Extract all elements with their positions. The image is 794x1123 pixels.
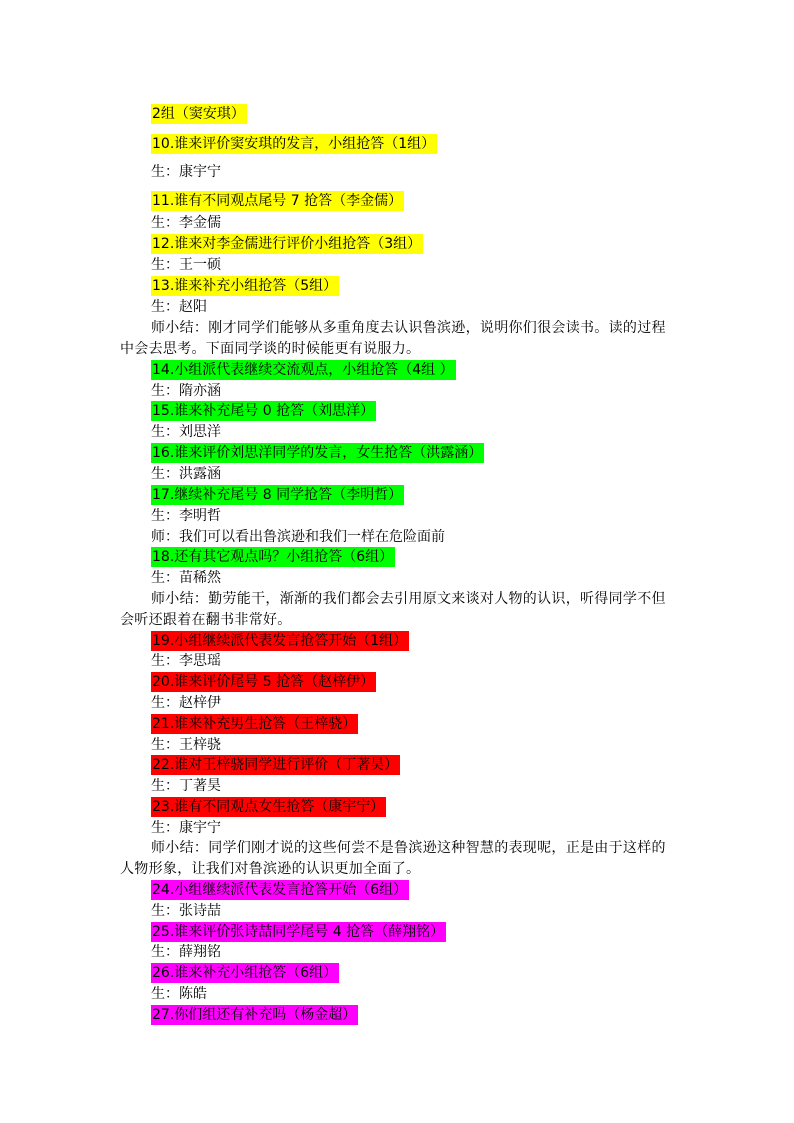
question-line: [151, 963, 339, 983]
question-line: [151, 485, 404, 505]
student-line: 生：丁著昊: [151, 778, 221, 794]
highlighted-text: 18.还有其它观点吗？小组抢答（6组）: [152, 549, 394, 565]
highlighted-text: 20.谁来评价尾号 5 抢答（赵梓伊）: [152, 674, 375, 690]
student-line: 生：李明哲: [151, 508, 221, 524]
question-line: [151, 443, 484, 463]
teacher-summary: 师小结：勤劳能干，渐渐的我们都会去引用原文来谈对人物的认识，听得同学不但会听还跟着在翻书非常好。: [120, 591, 666, 628]
student-line: 生：康宇宁: [151, 164, 221, 180]
question-line: [151, 191, 404, 211]
question-line: [151, 922, 446, 942]
highlighted-text: 27.你们组还有补充吗（杨金超）: [152, 1007, 357, 1023]
question-line: [151, 360, 456, 380]
highlighted-text: 11.谁有不同观点尾号 7 抢答（李金儒）: [152, 193, 403, 209]
question-line: [151, 401, 376, 421]
highlighted-text: 22.谁对王梓骁同学进行评价（丁著昊）: [152, 757, 399, 773]
student-line: 生：李思瑶: [151, 653, 221, 669]
student-line: 生：康宇宁: [151, 820, 221, 836]
highlighted-text: 12.谁来对李金儒进行评价小组抢答（3组）: [152, 236, 422, 252]
highlighted-text: 19.小组继续派代表发言抢答开始（1组）: [152, 633, 408, 649]
question-line: [151, 276, 339, 296]
question-line: [151, 755, 400, 775]
student-line: 生：隋亦涵: [151, 383, 221, 399]
question-line: [151, 880, 409, 900]
highlighted-text: 25.谁来评价张诗喆同学尾号 4 抢答（薛翔铭）: [152, 924, 445, 940]
question-line: [151, 104, 247, 124]
question-line: [151, 631, 409, 651]
student-line: 生：王一硕: [151, 257, 221, 273]
highlighted-text: 17.继续补充尾号 8 同学抢答（李明哲）: [152, 487, 403, 503]
question-line: [151, 234, 423, 254]
student-line: 生：李金儒: [151, 215, 221, 231]
teacher-summary: 师小结：刚才同学们能够从多重角度去认识鲁滨逊，说明你们很会读书。读的过程中会去思考。下面同学谈的时候能更有说服力。: [120, 320, 666, 357]
highlighted-text: 21.谁来补充男生抢答（王梓骁）: [152, 716, 357, 732]
highlighted-text: 16.谁来评价刘思洋同学的发言，女生抢答（洪露涵）: [152, 445, 483, 461]
highlighted-text: 15.谁来补充尾号 0 抢答（刘思洋）: [152, 403, 375, 419]
question-line: [151, 1005, 358, 1025]
highlighted-text: 24.小组继续派代表发言抢答开始（6组）: [152, 882, 408, 898]
student-line: 生：陈皓: [151, 986, 207, 1002]
highlighted-text: 23.谁有不同观点女生抢答（康宇宁）: [152, 799, 385, 815]
teacher-line: 师：我们可以看出鲁滨逊和我们一样在危险面前: [151, 529, 445, 545]
student-line: 生：张诗喆: [151, 903, 221, 919]
student-line: 生：薛翔铭: [151, 944, 221, 960]
student-line: 生：赵梓伊: [151, 695, 221, 711]
question-line: [151, 134, 437, 154]
teacher-summary: 师小结：同学们刚才说的这些何尝不是鲁滨逊这种智慧的表现呢，正是由于这样的人物形象，让我们对鲁滨逊的认识更加全面了。: [120, 840, 666, 877]
highlighted-text: 10.谁来评价窦安琪的发言，小组抢答（1组）: [152, 136, 436, 152]
highlighted-text: 13.谁来补充小组抢答（5组）: [152, 278, 338, 294]
question-line: [151, 547, 395, 567]
question-line: [151, 672, 376, 692]
student-line: 生：王梓骁: [151, 737, 221, 753]
highlighted-text: 2组（窦安琪）: [152, 106, 245, 122]
student-line: 生：洪露涵: [151, 466, 221, 482]
question-line: [151, 797, 386, 817]
student-line: 生：赵阳: [151, 299, 207, 315]
highlighted-text: 14.小组派代表继续交流观点，小组抢答（4组 ）: [152, 362, 454, 378]
highlighted-text: 26.谁来补充小组抢答（6组）: [152, 965, 338, 981]
student-line: 生：苗稀然: [151, 570, 221, 586]
student-line: 生：刘思洋: [151, 424, 221, 440]
question-line: [151, 714, 358, 734]
